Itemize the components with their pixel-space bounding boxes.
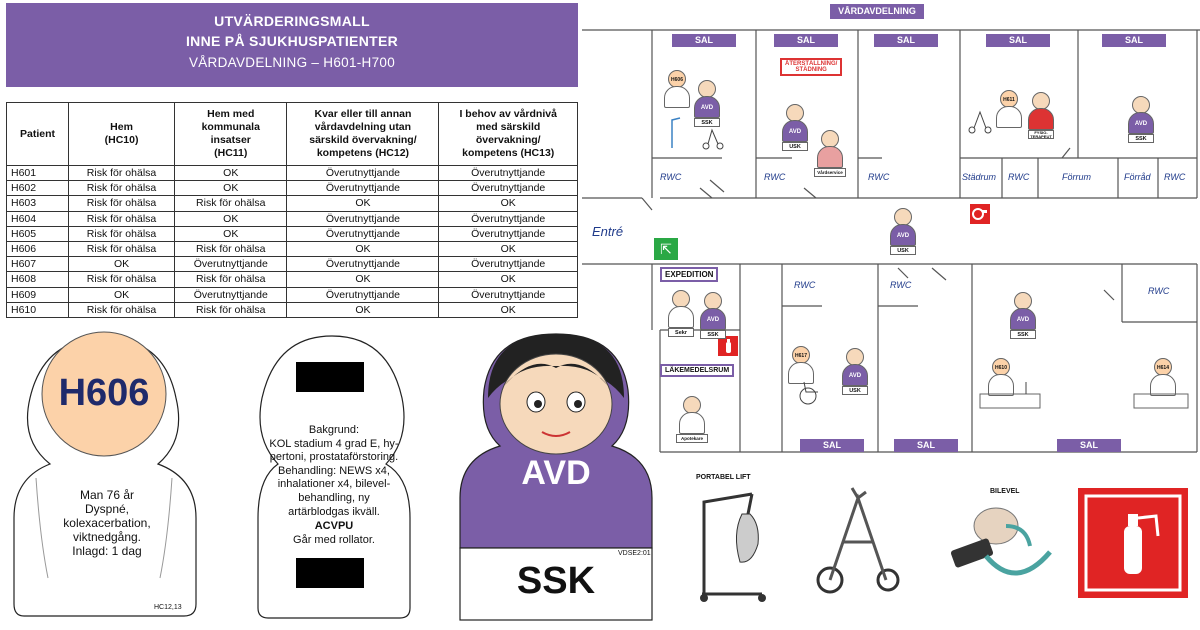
staff-card (452, 328, 660, 630)
table-cell: Risk för ohälsa (69, 196, 175, 211)
column-header: Patient (7, 103, 69, 166)
plan-bed-icon-1 (976, 380, 1046, 420)
redacted-block-top (296, 362, 364, 392)
mini-sekr: Sekr (668, 290, 694, 337)
bilevel-label: BILEVEL (990, 488, 1020, 495)
table-cell: Överutnyttjande (287, 257, 439, 272)
mini-staff-avd-ssk-3: AVD SSK (700, 292, 726, 339)
table-cell: H609 (7, 287, 69, 302)
table-cell: OK (175, 226, 287, 241)
portable-lift-icon (682, 484, 782, 604)
mini-staff-avd-usk-2: AVD USK (890, 208, 916, 255)
banner-line-2: INNE PÅ SJUKHUSPATIENTER (185, 33, 399, 49)
table-cell: Risk för ohälsa (69, 211, 175, 226)
table-cell: OK (69, 287, 175, 302)
mini-staff-avd-ssk-4: AVD SSK (1010, 292, 1036, 339)
mini-patient-h611: H611 (996, 90, 1022, 128)
table-row (7, 287, 578, 302)
table-cell: Överutnyttjande (175, 257, 287, 272)
banner-line-3: VÅRDAVDELNING – H601-H700 (188, 55, 396, 70)
mini-staff-avd-usk-3: AVD USK (842, 348, 868, 395)
forrum-label: Förrum (1062, 172, 1091, 182)
mini-patient-h606: H606 (664, 70, 690, 108)
room-sal-6: SAL (800, 439, 864, 452)
table-cell: OK (439, 272, 578, 287)
rwc-label-1: RWC (660, 172, 682, 182)
room-sal-5: SAL (1102, 34, 1166, 47)
table-cell: OK (69, 257, 175, 272)
table-cell: H603 (7, 196, 69, 211)
mini-patient-h614: H614 (1150, 358, 1176, 396)
table-row (7, 181, 578, 196)
column-header: I behov av vårdnivå med särskild övervakning/ kompetens (HC13) (439, 103, 578, 166)
fire-extinguisher-small-icon (718, 336, 738, 356)
rollator-icon (808, 478, 908, 598)
table-cell: Risk för ohälsa (69, 272, 175, 287)
table-cell: H602 (7, 181, 69, 196)
patient-card-back (228, 328, 436, 630)
table-cell: H607 (7, 257, 69, 272)
staff-role: AVD (521, 454, 591, 492)
rwc-label-2: RWC (764, 172, 786, 182)
table-cell: Överutnyttjande (439, 226, 578, 241)
forrad-label: Förråd (1124, 172, 1151, 182)
table-cell: Överutnyttjande (175, 287, 287, 302)
plan-bed-icon-2 (1132, 380, 1192, 420)
table-row (7, 226, 578, 241)
emergency-exit-icon: ⇱ (654, 238, 678, 260)
table-cell: Risk för ohälsa (175, 196, 287, 211)
mini-vardservice: Vårdservice (814, 130, 846, 177)
entrance-label: Entré (592, 224, 624, 239)
rwc-label-7: RWC (890, 280, 912, 290)
patient-id: H606 (58, 372, 150, 414)
fire-extinguisher-icon (1078, 488, 1188, 598)
table-cell: Risk för ohälsa (175, 302, 287, 317)
evaluation-table (6, 102, 578, 318)
redacted-block-bottom (296, 558, 364, 588)
table-cell: OK (287, 196, 439, 211)
table-cell: Överutnyttjande (439, 257, 578, 272)
rwc-label-8: RWC (1148, 286, 1170, 296)
column-header: Hem (HC10) (69, 103, 175, 166)
room-sal-8: SAL (1057, 439, 1121, 452)
floor-plan (582, 0, 1200, 460)
table-row (7, 166, 578, 181)
plan-title: VÅRDAVDELNING (830, 4, 924, 19)
table-cell: Överutnyttjande (439, 181, 578, 196)
lift-label: PORTABEL LIFT (696, 474, 751, 481)
bilevel-icon (946, 496, 1066, 596)
rwc-label-3: RWC (868, 172, 890, 182)
patient-description: Man 76 år Dyspné, kolexacerbation, viktnedgång. Inlagd: 1 dag (63, 488, 151, 558)
mini-patient-h617: H617 (788, 346, 814, 384)
table-cell: OK (175, 211, 287, 226)
table-cell: H608 (7, 272, 69, 287)
table-cell: Överutnyttjande (287, 226, 439, 241)
aterstallning-label: ÅTERSTÄLLNING/ STÄDNING (780, 58, 842, 76)
table-cell: Överutnyttjande (287, 211, 439, 226)
room-sal-4: SAL (986, 34, 1050, 47)
table-cell: H606 (7, 241, 69, 256)
rollator-text: Går med rollator. (293, 534, 375, 546)
table-cell: H604 (7, 211, 69, 226)
table-cell: H605 (7, 226, 69, 241)
table-row (7, 272, 578, 287)
table-cell: Risk för ohälsa (175, 241, 287, 256)
table-cell: OK (287, 272, 439, 287)
mini-patient-h610: H610 (988, 358, 1014, 396)
table-cell: H601 (7, 166, 69, 181)
mini-fysioterapeut: FYSIO- TERAPEUT (1028, 92, 1054, 139)
plan-wheelchair-icon (796, 378, 826, 406)
fire-hose-icon (970, 204, 990, 224)
table-cell: Risk för ohälsa (69, 241, 175, 256)
staff-card-code: VDSE2:01 (618, 550, 651, 557)
table-cell: OK (439, 302, 578, 317)
rwc-label-5: RWC (1164, 172, 1186, 182)
table-cell: OK (287, 241, 439, 256)
mini-staff-avd-ssk-1: AVD SSK (694, 80, 720, 127)
acvpu-text: ACVPU (314, 520, 354, 532)
stadrum-label: Städrum (962, 172, 997, 182)
table-row (7, 302, 578, 317)
table-cell: Risk för ohälsa (69, 302, 175, 317)
banner-line-1: UTVÄRDERINGSMALL (214, 13, 370, 29)
plan-walker-icon-2 (966, 106, 996, 136)
room-sal-3: SAL (874, 34, 938, 47)
room-sal-7: SAL (894, 439, 958, 452)
evaluation-table-wrapper (0, 0, 590, 322)
lakemedelsrum-label: LÄKEMEDELSRUM (660, 364, 734, 377)
table-cell: OK (287, 302, 439, 317)
table-cell: Risk för ohälsa (175, 272, 287, 287)
table-cell: OK (439, 241, 578, 256)
column-header: Kvar eller till annan vårdavdelning utan särskild övervakning/ kompetens (HC12) (287, 103, 439, 166)
table-row (7, 241, 578, 256)
table-body (7, 166, 578, 318)
rwc-label-4: RWC (1008, 172, 1030, 182)
room-sal-2: SAL (774, 34, 838, 47)
patient-card-front (0, 328, 204, 630)
background-text: Bakgrund: KOL stadium 4 grad E, hy- pertoni, prostataförstoring. Behandling: NEWS x4, inhalationer x4, bilevel- behandling, ny artärblodgas ikväll. (269, 424, 399, 518)
mini-apotekare: Apotekare (676, 396, 708, 443)
fire-extinguisher-sign (1078, 488, 1188, 598)
expedition-label: EXPEDITION (660, 267, 718, 282)
staff-title: SSK (516, 560, 596, 602)
table-cell: Överutnyttjande (439, 211, 578, 226)
table-row (7, 211, 578, 226)
table-cell: OK (175, 181, 287, 196)
table-cell: Överutnyttjande (287, 287, 439, 302)
column-header: Hem med kommunala insatser (HC11) (175, 103, 287, 166)
mini-staff-avd-usk-1: AVD USK (782, 104, 808, 151)
table-cell: OK (175, 166, 287, 181)
table-cell: Överutnyttjande (439, 287, 578, 302)
table-row (7, 257, 578, 272)
table-cell: Risk för ohälsa (69, 166, 175, 181)
table-cell: Överutnyttjande (287, 181, 439, 196)
rwc-label-6: RWC (794, 280, 816, 290)
table-cell: H610 (7, 302, 69, 317)
plan-lift-walker-icon (666, 112, 726, 152)
room-sal-1: SAL (672, 34, 736, 47)
table-cell: Överutnyttjande (439, 166, 578, 181)
table-cell: OK (439, 196, 578, 211)
mini-staff-avd-ssk-2: AVD SSK (1128, 96, 1154, 143)
patient-card-code: HC12,13 (154, 604, 182, 611)
table-cell: Risk för ohälsa (69, 181, 175, 196)
table-cell: Överutnyttjande (287, 166, 439, 181)
table-row (7, 196, 578, 211)
table-header-row (7, 103, 578, 166)
table-cell: Risk för ohälsa (69, 226, 175, 241)
